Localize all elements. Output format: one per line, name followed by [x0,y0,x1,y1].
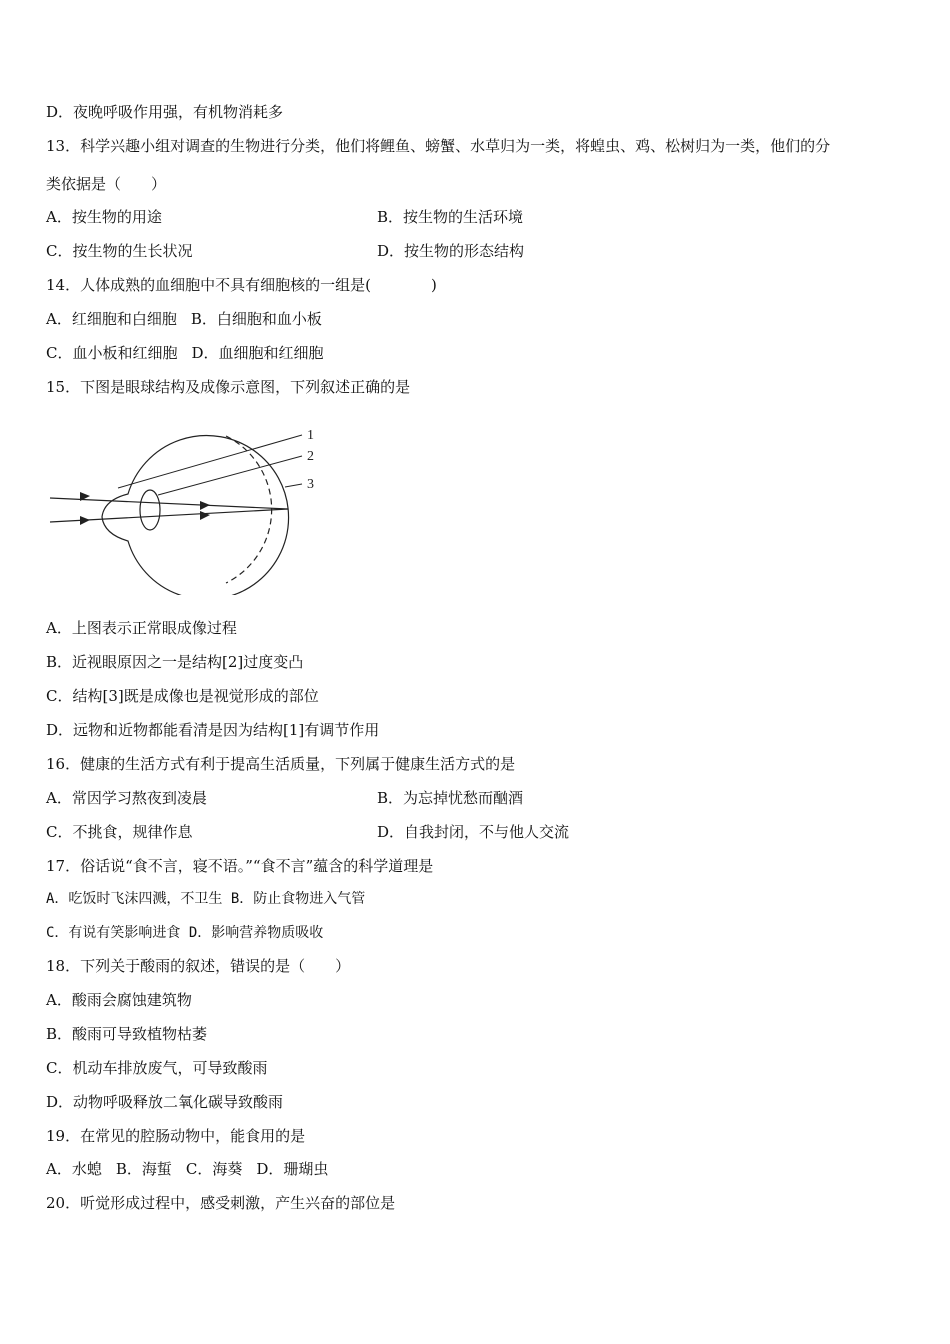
eyeball-outline [102,436,289,596]
q18-stem: 18．下列关于酸雨的叙述，错误的是（ ） [46,957,351,975]
diagram-label-2: 2 [307,449,314,464]
retina-dashed-line [226,436,272,583]
q18-option-b: B．酸雨可导致植物枯萎 [46,1025,208,1043]
diagram-label-1: 1 [307,428,314,443]
q14-stem: 14．人体成熟的血细胞中不具有细胞核的一组是( ) [46,276,437,294]
q19-option-d: D．珊瑚虫 [256,1160,329,1178]
q15-option-c: C．结构[3]既是成像也是视觉形成的部位 [46,687,319,705]
q12-option-d: D．夜晚呼吸作用强，有机物消耗多 [46,103,284,121]
q14-options-cd [46,343,324,363]
q19-stem: 19．在常见的腔肠动物中，能食用的是 [46,1127,306,1145]
q20-stem: 20．听觉形成过程中，感受刺激，产生兴奋的部位是 [46,1194,396,1212]
q16-option-b: B．为忘掉忧愁而酗酒 [377,789,524,807]
eye-structure-diagram [46,420,336,595]
pointer-line-2 [158,456,302,495]
pointer-line-1 [118,435,302,488]
q13-stem-line2: 类依据是（ ） [46,175,167,193]
q15-stem: 15．下图是眼球结构及成像示意图，下列叙述正确的是 [46,378,411,396]
q18-option-d: D．动物呼吸释放二氧化碳导致酸雨 [46,1093,284,1111]
q19-option-a: A．水螅 [46,1160,102,1178]
q14-option-c: C．血小板和红细胞 [46,344,178,362]
diagram-label-3: 3 [307,477,314,492]
q17-stem: 17．俗话说“食不言，寝不语。”“食不言”蕴含的科学道理是 [46,857,434,875]
arrow-head-lower-right [200,511,210,520]
pointer-line-3 [285,484,302,487]
q14-option-b: B．白细胞和血小板 [190,310,322,328]
q13-option-c: C．按生物的生长状况 [46,242,193,260]
q17-options-ab: A．吃饭时飞沫四溅，不卫生 B．防止食物进入气管 [46,891,366,907]
q13-option-d: D．按生物的形态结构 [377,242,525,260]
q16-option-d: D．自我封闭，不与他人交流 [377,823,570,841]
q15-option-b: B．近视眼原因之一是结构[2]过度变凸 [46,653,304,671]
q19-option-b: B．海蜇 [115,1160,172,1178]
arrow-head-upper-right [200,501,210,510]
q15-option-a: A．上图表示正常眼成像过程 [46,619,237,637]
q19-options [46,1159,328,1179]
q13-option-b: B．按生物的生活环境 [377,208,524,226]
q14-options-ab [46,309,322,329]
q14-option-d: D．血细胞和红细胞 [191,344,324,362]
light-ray-upper [50,498,288,509]
q13-option-a: A．按生物的用途 [46,208,162,226]
q15-option-d: D．远物和近物都能看清是因为结构[1]有调节作用 [46,721,380,739]
q14-option-a: A．红细胞和白细胞 [46,310,177,328]
q13-stem-line1: 13．科学兴趣小组对调查的生物进行分类，他们将鲤鱼、螃蟹、水草归为一类，将蝗虫、鸡、松树归为一类，他们的分 [46,137,831,155]
q18-option-c: C．机动车排放废气，可导致酸雨 [46,1059,268,1077]
q16-option-a: A．常因学习熬夜到凌晨 [46,789,207,807]
q19-option-c: C．海葵 [185,1160,243,1178]
q17-options-cd: C．有说有笑影响进食 D．影响营养物质吸收 [46,925,324,941]
arrow-head-lower-left [80,516,90,525]
lens [140,490,160,530]
q16-stem: 16．健康的生活方式有利于提高生活质量，下列属于健康生活方式的是 [46,755,516,773]
q18-option-a: A．酸雨会腐蚀建筑物 [46,991,192,1009]
q16-option-c: C．不挑食，规律作息 [46,823,193,841]
